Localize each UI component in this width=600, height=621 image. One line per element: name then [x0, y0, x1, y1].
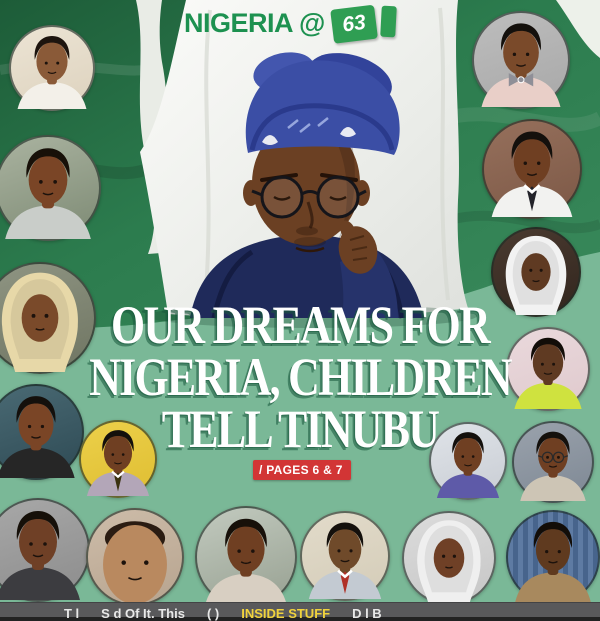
- bottom-strip-fragment: D l B: [352, 606, 382, 621]
- child-portrait-graphic: [404, 513, 494, 603]
- child-photo-11: [506, 510, 600, 604]
- pages-badge: / PAGES 6 & 7: [253, 460, 351, 480]
- bottom-strip-fragment: INSIDE STUFF: [241, 606, 331, 621]
- child-portrait-graphic: [0, 137, 99, 239]
- bottom-strip-fragment: ( ): [206, 606, 220, 621]
- child-photo-9: [300, 511, 390, 601]
- flag-fold-icon: [380, 6, 397, 38]
- bottom-strip-text: [0, 606, 600, 621]
- headline-line-2: NIGERIA, CHILDREN: [89, 348, 511, 408]
- child-photo-1: [9, 25, 95, 111]
- headline: [0, 296, 600, 460]
- child-portrait-graphic: [88, 510, 182, 604]
- child-portrait-graphic: [197, 508, 295, 606]
- child-photo-16: [482, 119, 582, 219]
- flag-icon: [330, 5, 378, 44]
- child-portrait-graphic: [474, 13, 568, 107]
- bottom-strip-fragment: T l: [64, 606, 80, 621]
- child-photo-6: [0, 498, 90, 602]
- child-photo-17: [472, 11, 570, 109]
- headline-line-1: OUR DREAMS FOR: [111, 296, 489, 356]
- child-portrait-graphic: [302, 513, 388, 599]
- masthead: [184, 6, 396, 40]
- child-photo-8: [195, 506, 297, 608]
- bottom-strip-fragment: S d Of It. This: [101, 606, 185, 621]
- child-portrait-graphic: [508, 512, 598, 602]
- child-photo-7: [86, 508, 184, 606]
- child-photo-10: [402, 511, 496, 605]
- headline-line-3: TELL TINUBU: [161, 400, 439, 460]
- bottom-strip: [0, 602, 600, 621]
- nigeria-flag-badge: [330, 2, 398, 44]
- anniversary-number: 63: [340, 10, 367, 37]
- masthead-title: NIGERIA @: [184, 8, 325, 38]
- child-photo-2: [0, 135, 101, 241]
- child-portrait-graphic: [11, 27, 93, 109]
- child-portrait-graphic: [0, 500, 88, 600]
- child-portrait-graphic: [484, 121, 580, 217]
